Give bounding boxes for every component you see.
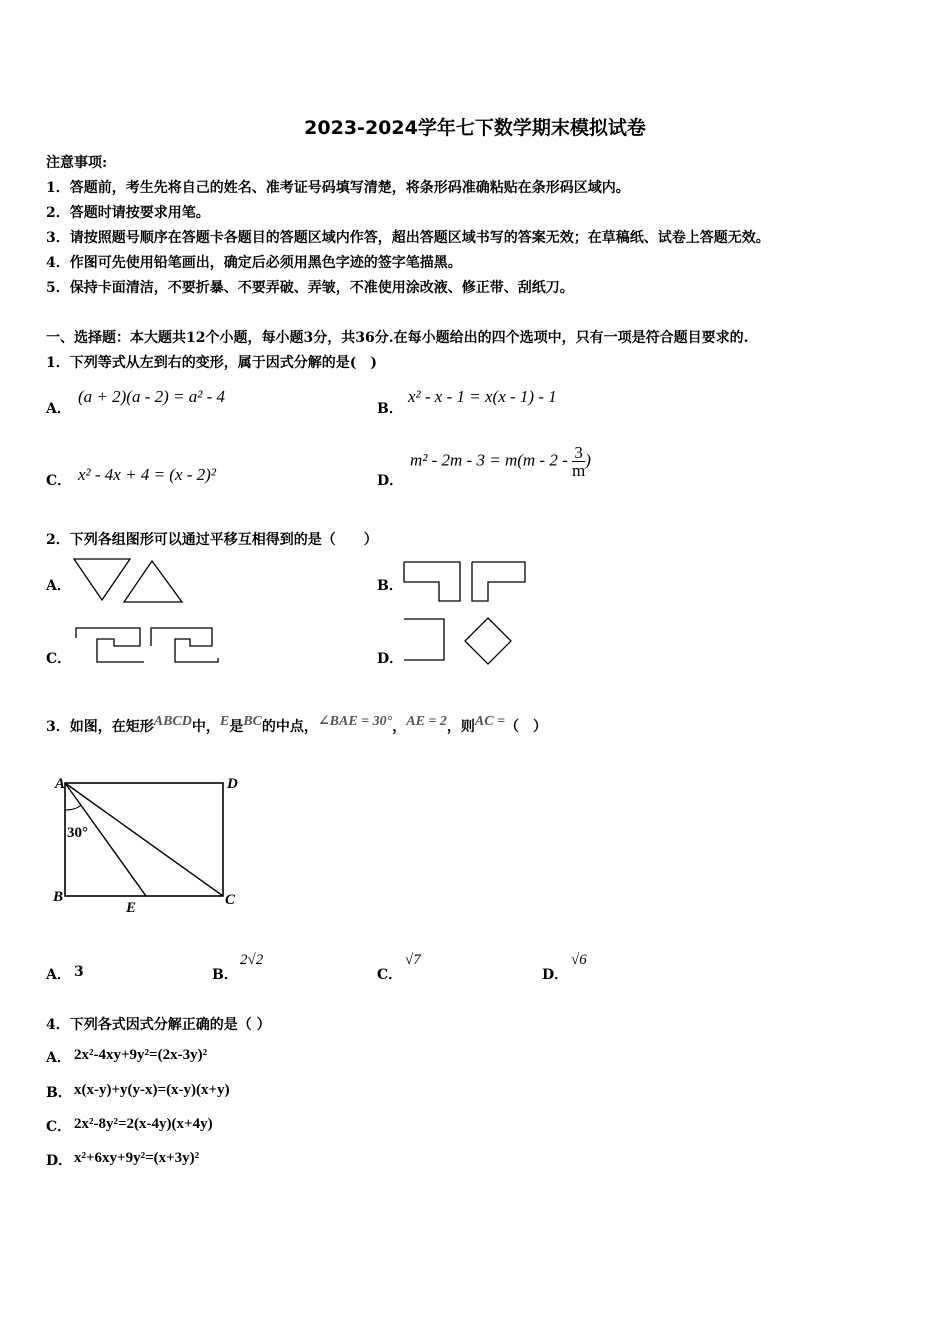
- q3-math: ABCD: [153, 714, 192, 729]
- q1-d-left: m² - 2m - 3 = m(m - 2 -: [410, 450, 568, 470]
- notice-item: 1．答题前，考生先将自己的姓名、准考证号码填写清楚，将条形码准确粘贴在条形码区域内。: [46, 180, 630, 196]
- q2-figure-b: [402, 560, 530, 605]
- q1-label-c: C．: [46, 473, 72, 489]
- notice-heading: 注意事项:: [46, 155, 108, 171]
- q4-option-b: x(x-y)+y(y-x)=(x-y)(x+y): [74, 1082, 230, 1098]
- notice-item: 5．保持卡面清洁，不要折暴、不要弄破、弄皱，不准使用涂改液、修正带、刮纸刀。: [46, 280, 574, 296]
- angle-arc: [65, 805, 81, 810]
- q1-label-d: D．: [377, 473, 404, 489]
- vertex-c: C: [225, 892, 236, 908]
- vertex-d: D: [227, 776, 238, 792]
- q3-math: AE = 2: [406, 714, 447, 729]
- q2-figure-a: [72, 557, 187, 605]
- vertex-a: A: [55, 776, 66, 792]
- q4-option-a: 2x²-4xy+9y²=(2x-3y)²: [74, 1047, 208, 1063]
- notice-item: 3．请按照题号顺序在答题卡各题目的答题区域内作答，超出答题区域书写的答案无效；在草稿纸、试卷上答题无效。: [46, 230, 770, 246]
- q1-d-fraction: [572, 444, 585, 479]
- segment-ac: [65, 783, 223, 896]
- q1-d-den: m: [571, 461, 586, 480]
- q1-option-c: x² - 4x + 4 = (x - 2)²: [78, 465, 216, 484]
- q3-stem: [46, 716, 547, 736]
- q3-figure: [48, 770, 248, 918]
- q3-option-b: 2√2: [240, 952, 264, 968]
- vertex-b: B: [53, 889, 64, 905]
- q2-label-c: C．: [46, 651, 72, 667]
- q3-label-d: D．: [542, 967, 569, 983]
- page-title: 2023-2024学年七下数学期末模拟试卷: [304, 117, 646, 139]
- q4-label-c: C．: [46, 1119, 72, 1135]
- q3-math: AC =: [474, 714, 506, 729]
- q3-label-a: A．: [46, 967, 71, 983]
- q3-math: ∠BAE = 30°: [317, 714, 393, 729]
- q2-figure-d: [402, 614, 517, 666]
- q4-label-d: D．: [46, 1153, 73, 1169]
- q1-stem: 1．下列等式从左到右的变形，属于因式分解的是( ): [46, 355, 377, 371]
- q3-math: BC: [243, 714, 262, 729]
- q3-text: （ ）: [505, 719, 548, 735]
- angle-label: 30°: [67, 825, 88, 841]
- q1-d-right: ): [585, 450, 591, 470]
- notice-item: 2．答题时请按要求用笔。: [46, 205, 210, 221]
- q4-stem: 4．下列各式因式分解正确的是（ ）: [46, 1017, 271, 1033]
- q2-label-a: A．: [46, 578, 71, 594]
- q2-figure-c: [72, 624, 224, 668]
- section-heading: 一、选择题：本大题共12个小题，每小题3分，共36分.在每小题给出的四个选项中，只有一项是符合题目要求的.: [46, 330, 749, 346]
- q1-d-num: 3: [572, 444, 585, 462]
- q4-option-c: 2x²-8y²=2(x-4y)(x+4y): [74, 1116, 213, 1132]
- q1-option-a: (a + 2)(a - 2) = a² - 4: [78, 387, 226, 406]
- q2-stem: 2．下列各组图形可以通过平移互相得到的是（ ）: [46, 532, 378, 548]
- q2-label-d: D．: [377, 651, 404, 667]
- q3-label-b: B．: [212, 967, 238, 983]
- q4-label-b: B．: [46, 1085, 72, 1101]
- q3-text: 是: [229, 719, 244, 735]
- q2-label-b: B．: [377, 578, 403, 594]
- q3-text: 3．如图，在矩形: [46, 719, 154, 735]
- q3-label-c: C．: [377, 967, 403, 983]
- notice-item: 4．作图可先使用铅笔画出，确定后必须用黑色字迹的签字笔描黑。: [46, 255, 462, 271]
- q1-label-a: A．: [46, 401, 71, 417]
- q3-math: E: [219, 714, 230, 729]
- q3-option-c: √7: [405, 952, 421, 968]
- q3-option-a: 3: [74, 964, 84, 980]
- q1-label-b: B．: [377, 401, 403, 417]
- q3-text: 的中点，: [261, 719, 318, 735]
- q3-option-d: √6: [571, 952, 587, 968]
- q4-label-a: A．: [46, 1050, 71, 1066]
- q3-text: 中，: [191, 719, 220, 735]
- q1-option-d: [410, 444, 591, 479]
- q3-text: ，: [392, 719, 407, 735]
- q3-text: ，则: [446, 719, 475, 735]
- q1-option-b: x² - x - 1 = x(x - 1) - 1: [408, 387, 557, 406]
- q4-option-d: x²+6xy+9y²=(x+3y)²: [74, 1150, 200, 1166]
- point-e: E: [126, 900, 137, 916]
